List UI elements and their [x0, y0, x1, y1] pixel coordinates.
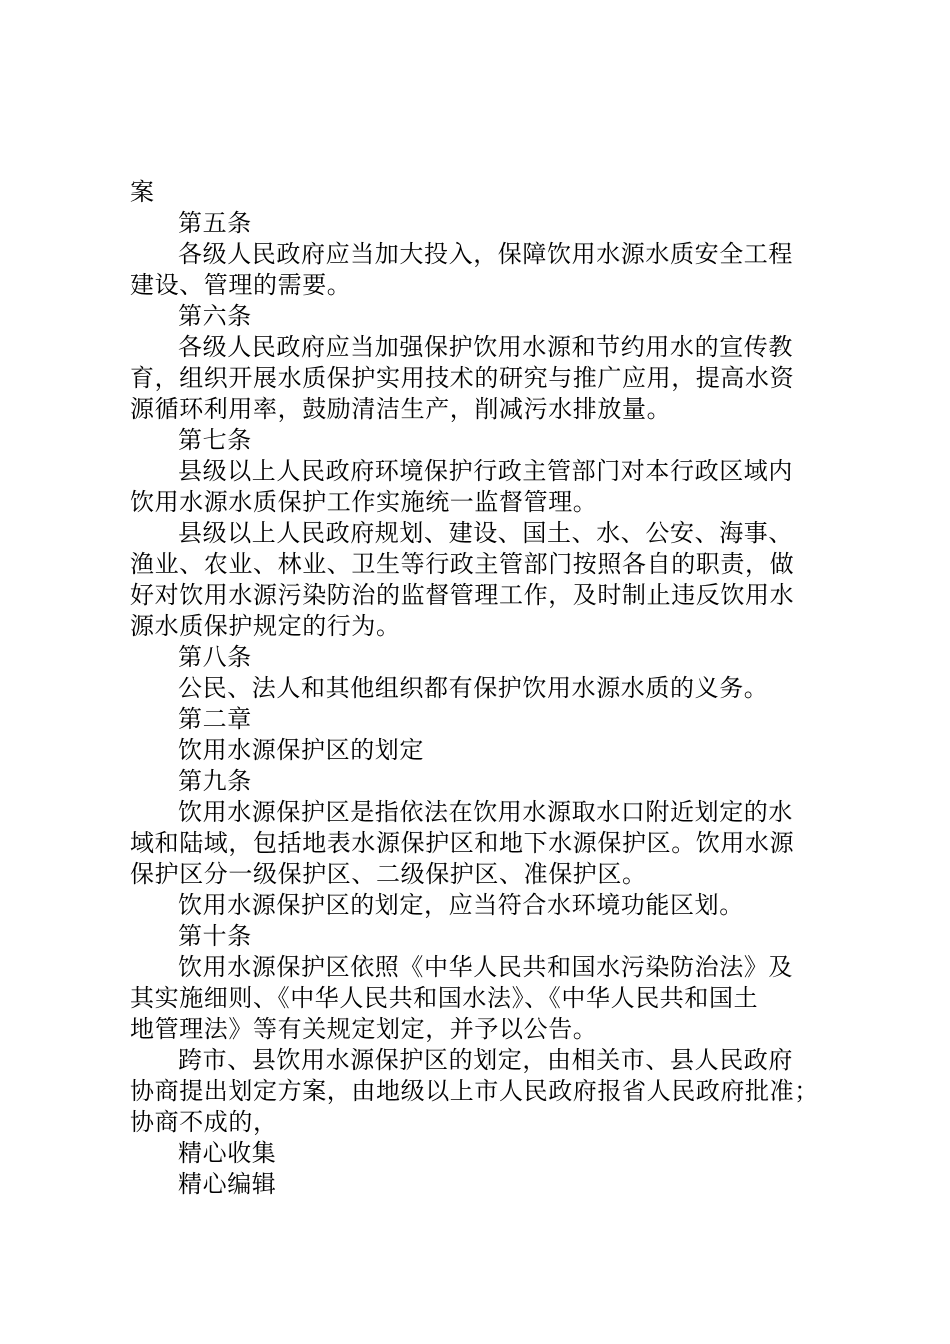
- paragraph-line: 建设、管理的需要。: [130, 271, 352, 299]
- paragraph-line: 渔业、农业、林业、卫生等行政主管部门按照各自的职责，做: [130, 550, 795, 578]
- paragraph-line: 好对饮用水源污染防治的监督管理工作，及时制止违反饮用水: [130, 581, 795, 609]
- paragraph: [130, 890, 830, 921]
- article-heading: 饮用水源保护区的划定: [178, 736, 424, 764]
- article-heading: 第七条: [178, 426, 252, 454]
- paragraph-line: 协商不成的，: [130, 1108, 278, 1136]
- paragraph: [130, 518, 830, 642]
- paragraph-line: 地管理法》等有关规定划定，并予以公告。: [130, 1015, 598, 1043]
- article-heading: 第五条: [178, 209, 252, 237]
- paragraph-line: 源循环利用率，鼓励清洁生产，削减污水排放量。: [130, 395, 672, 423]
- paragraph-line: 饮用水源保护区依照《中华人民共和国水污染防治法》及: [178, 953, 793, 981]
- paragraph-line: 源水质保护规定的行为。: [130, 612, 401, 640]
- paragraph-line: 公民、法人和其他组织都有保护饮用水源水质的义务。: [178, 674, 769, 702]
- paragraph-line: 其实施细则、《中华人民共和国水法》、《中华人民共和国土: [130, 984, 759, 1012]
- paragraph-line: 县级以上人民政府环境保护行政主管部门对本行政区域内: [178, 457, 793, 485]
- paragraph-line: 保护区分一级保护区、二级保护区、准保护区。: [130, 860, 647, 888]
- article-heading: 第九条: [178, 767, 252, 795]
- paragraph: [130, 239, 830, 301]
- paragraph-line: 育，组织开展水质保护实用技术的研究与推广应用，提高水资: [130, 364, 795, 392]
- continued-text: 案: [130, 178, 155, 206]
- paragraph: [130, 673, 830, 704]
- paragraph-line: 县级以上人民政府规划、建设、国土、水、公安、海事、: [178, 519, 793, 547]
- paragraph-line: 饮用水源保护区是指依法在饮用水源取水口附近划定的水: [178, 798, 793, 826]
- paragraph-line: 域和陆域，包括地表水源保护区和地下水源保护区。饮用水源: [130, 829, 795, 857]
- paragraph: [130, 332, 830, 425]
- article-heading: 精心编辑: [178, 1170, 277, 1198]
- paragraph-line: 饮用水源保护区的划定，应当符合水环境功能区划。: [178, 891, 744, 919]
- article-heading: 第八条: [178, 643, 252, 671]
- paragraph-line: 协商提出划定方案，由地级以上市人民政府报省人民政府批准；: [130, 1077, 819, 1105]
- paragraph-line: 跨市、县饮用水源保护区的划定，由相关市、县人民政府: [178, 1046, 793, 1074]
- paragraph-line: 各级人民政府应当加强保护饮用水源和节约用水的宣传教: [178, 333, 793, 361]
- article-heading: 第十条: [178, 922, 252, 950]
- paragraph: [130, 797, 830, 890]
- paragraph-line: 饮用水源水质保护工作实施统一监督管理。: [130, 488, 598, 516]
- paragraph: [130, 1045, 830, 1138]
- document-page: [130, 177, 830, 1200]
- article-heading: 第二章: [178, 705, 252, 733]
- paragraph-line: 各级人民政府应当加大投入，保障饮用水源水质安全工程: [178, 240, 793, 268]
- paragraph: [130, 952, 830, 1045]
- paragraph: [130, 456, 830, 518]
- article-heading: 精心收集: [178, 1139, 277, 1167]
- article-heading: 第六条: [178, 302, 252, 330]
